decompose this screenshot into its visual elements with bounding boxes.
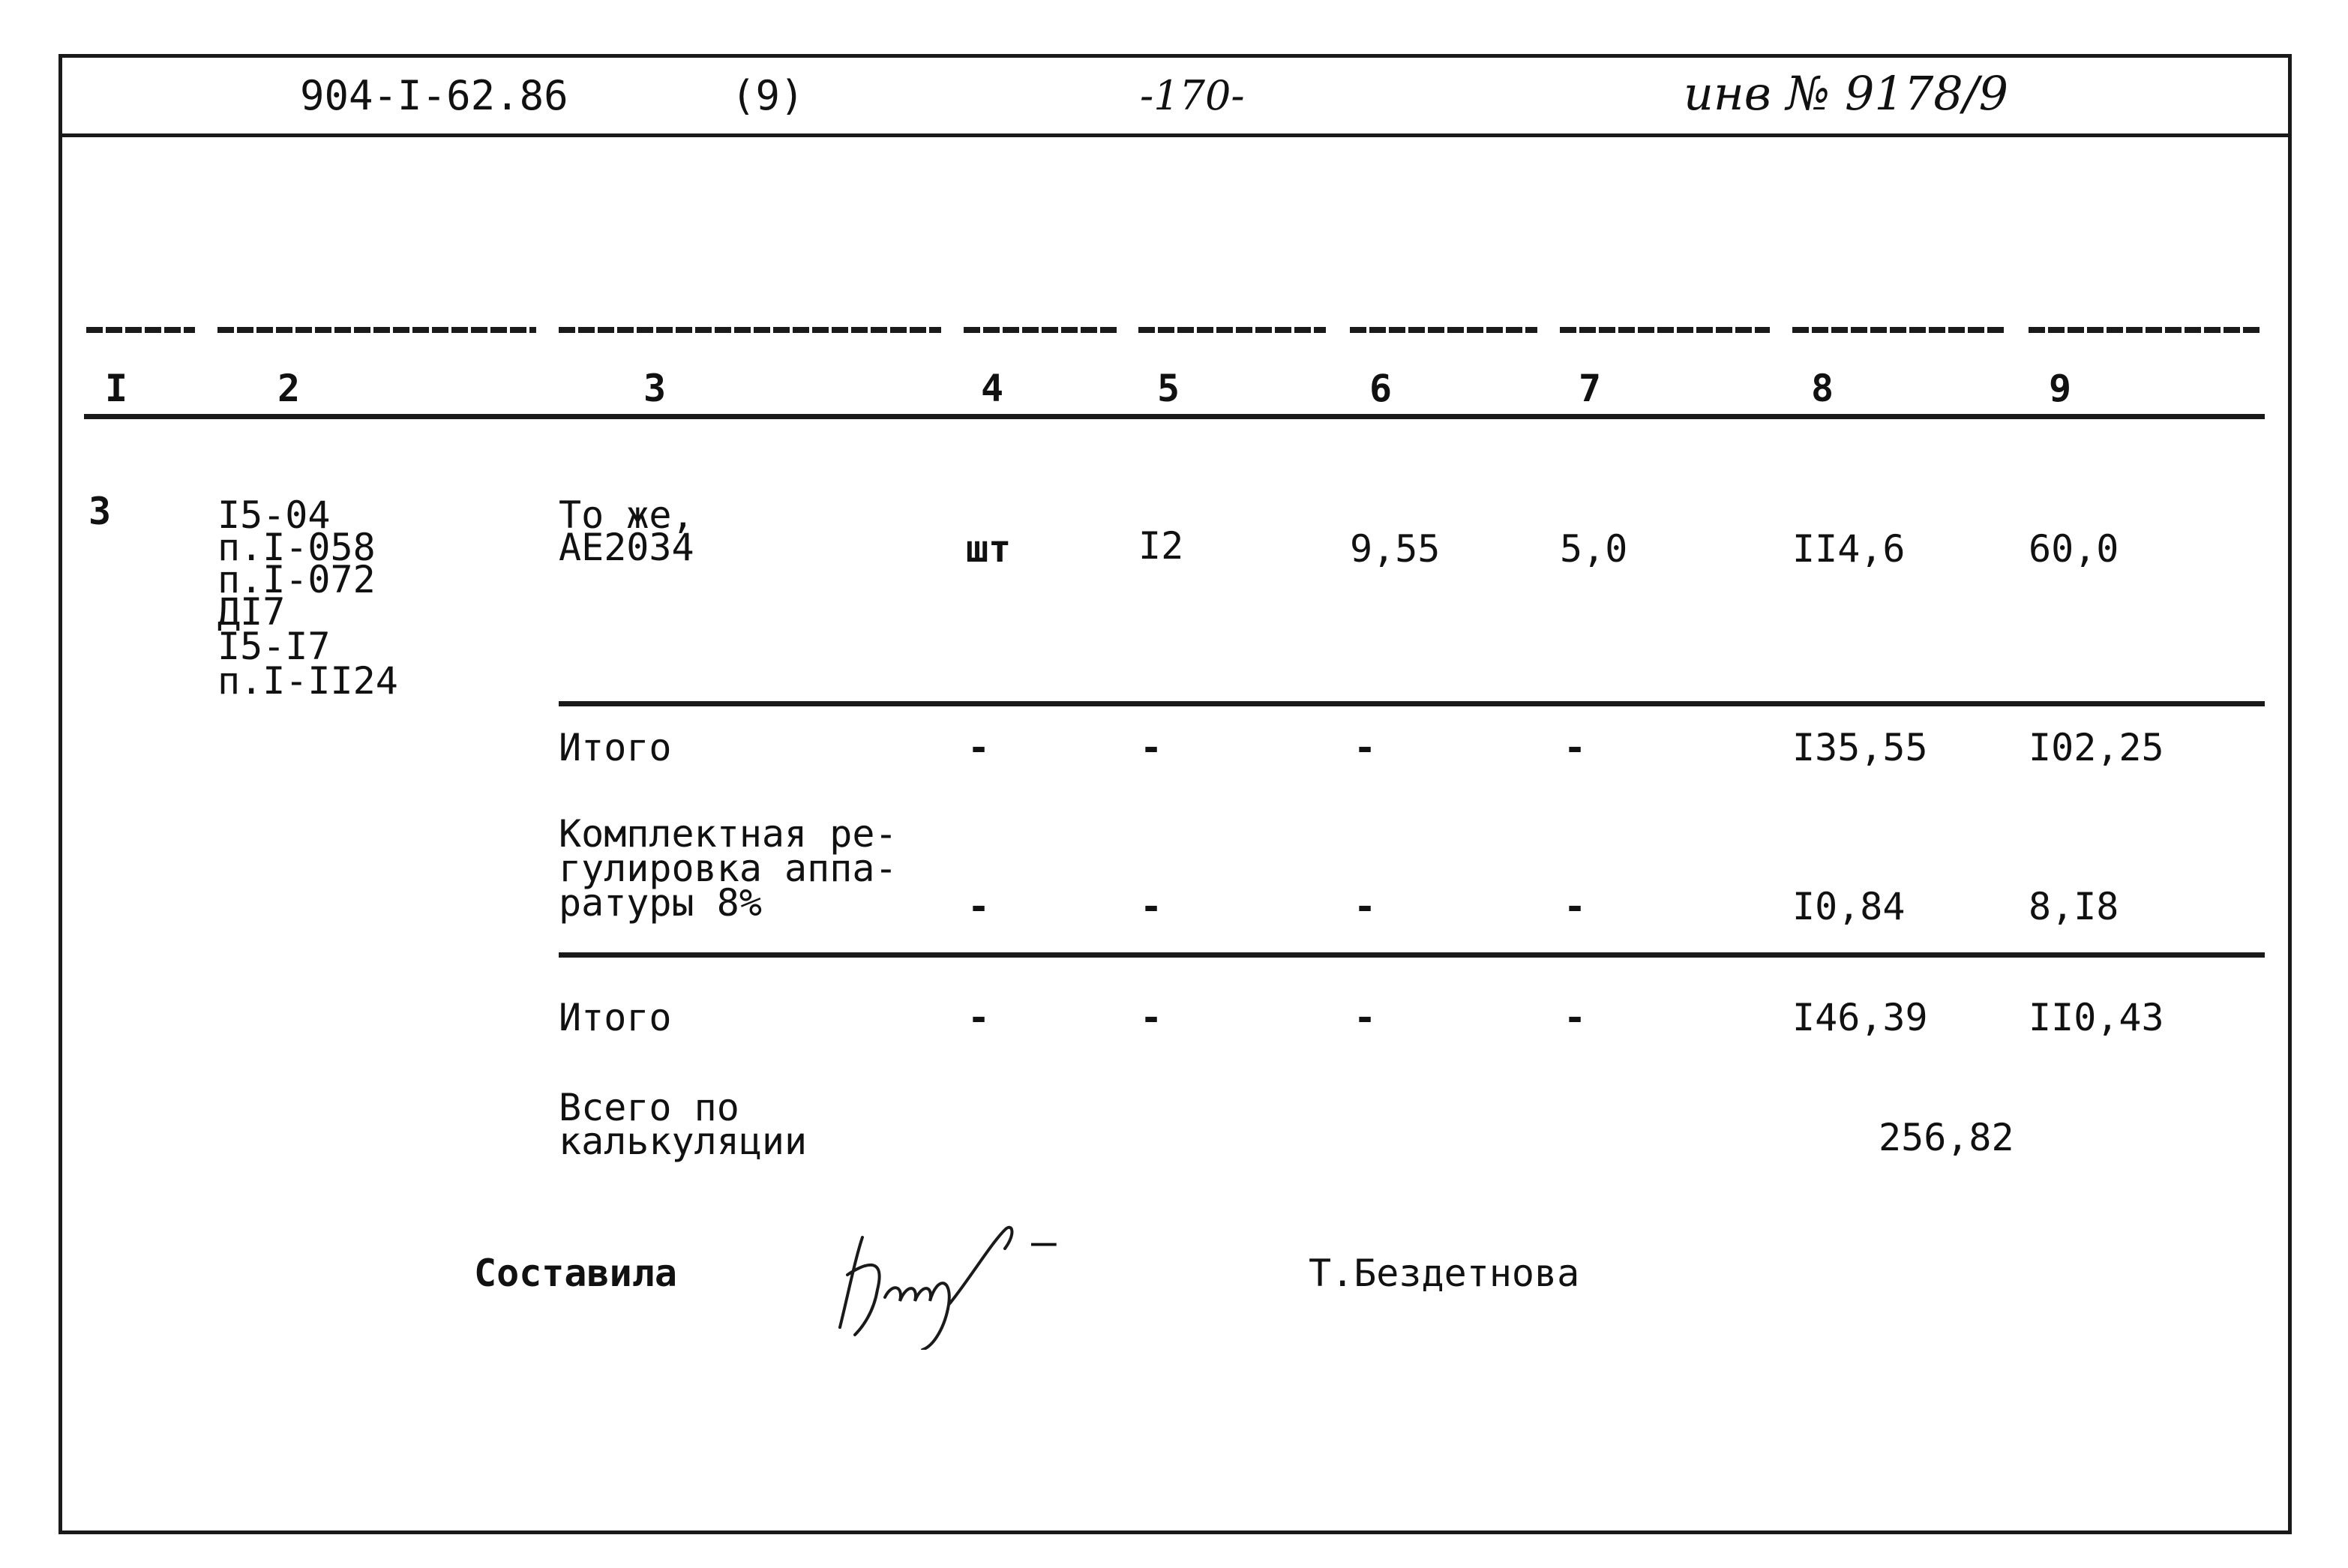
subtotal-rule-1: [559, 701, 2265, 706]
column-number-1: I: [105, 367, 128, 410]
quantity-value: I2: [1138, 524, 1184, 568]
inventory-number: инв № 9178/9: [1684, 66, 2009, 121]
dash-rule-col-7: [1560, 327, 1770, 333]
subtotal-2-label: Итого: [559, 996, 672, 1039]
item-name-line-1: То же,: [559, 493, 694, 537]
subtotal-1-c9: I02,25: [2029, 726, 2164, 769]
dash-rule-col-6: [1350, 327, 1537, 333]
dash-rule-col-1: [86, 327, 195, 333]
signature-dash: —: [1031, 1218, 1057, 1267]
column-number-7: 7: [1579, 367, 1602, 410]
adjustment-c6: -: [1354, 885, 1377, 928]
norm-code-1: I5-04: [217, 493, 331, 537]
subtotal-2-c4: -: [967, 996, 991, 1039]
column-number-3: 3: [643, 367, 667, 410]
column-7-value: 5,0: [1560, 527, 1628, 571]
page-frame: [58, 54, 2292, 1534]
column-9-value: 60,0: [2029, 527, 2119, 571]
column-number-5: 5: [1157, 367, 1180, 410]
dash-rule-col-9: [2029, 327, 2261, 333]
column-number-6: 6: [1369, 367, 1393, 410]
subtotal-1-c8: I35,55: [1792, 726, 1928, 769]
grand-total-label-line-1: Всего по: [559, 1086, 739, 1129]
subtotal-1-c4: -: [967, 726, 991, 769]
adjustment-label-line-2: гулировка аппа-: [559, 847, 898, 890]
dash-rule-col-3: [559, 327, 941, 333]
header-divider: [58, 133, 2292, 137]
norm-code-2: п.I-058: [217, 526, 376, 569]
subtotal-1-label: Итого: [559, 726, 672, 769]
subtotal-1-c6: -: [1354, 726, 1377, 769]
subtotal-1-c5: -: [1140, 726, 1163, 769]
dash-rule-col-5: [1138, 327, 1326, 333]
grand-total-label-line-2: калькуляции: [559, 1120, 808, 1163]
column-number-8: 8: [1811, 367, 1834, 410]
dash-rule-col-4: [964, 327, 1117, 333]
column-header-rule: [84, 414, 2265, 419]
adjustment-label-line-1: Комплектная ре-: [559, 812, 898, 856]
column-6-value: 9,55: [1350, 527, 1441, 571]
row-number: 3: [88, 490, 112, 533]
norm-code-5: I5-I7: [217, 625, 331, 668]
norm-code-3: п.I-072: [217, 558, 376, 601]
subtotal-2-c6: -: [1354, 996, 1377, 1039]
unit-value: шт: [966, 527, 1012, 571]
author-name: Т.Бездетнова: [1309, 1252, 1580, 1295]
norm-code-4: ДI7: [217, 590, 286, 634]
dash-rule-col-2: [217, 327, 536, 333]
adjustment-c9: 8,I8: [2029, 885, 2119, 928]
subtotal-2-c9: II0,43: [2029, 996, 2164, 1039]
subtotal-rule-2: [559, 952, 2265, 958]
norm-code-6: п.I-II24: [217, 659, 398, 703]
subtotal-2-c8: I46,39: [1792, 996, 1928, 1039]
column-8-value: II4,6: [1792, 527, 1906, 571]
page-number: -170-: [1140, 72, 1245, 119]
column-number-9: 9: [2049, 367, 2072, 410]
document-number: 904-I-62.86: [300, 72, 568, 119]
adjustment-c8: I0,84: [1792, 885, 1906, 928]
adjustment-c5: -: [1140, 885, 1163, 928]
adjustment-label-line-3: ратуры 8%: [559, 881, 762, 925]
dash-rule-col-8: [1792, 327, 2006, 333]
subtotal-2-c7: -: [1564, 996, 1587, 1039]
sheet-reference: (9): [731, 72, 805, 119]
item-name-line-2: АЕ2034: [559, 526, 694, 569]
compiled-by-label: Составила: [474, 1252, 677, 1295]
column-number-2: 2: [277, 367, 301, 410]
signature: [825, 1215, 1140, 1350]
subtotal-2-c5: -: [1140, 996, 1163, 1039]
grand-total-value: 256,82: [1879, 1116, 2014, 1159]
subtotal-1-c7: -: [1564, 726, 1587, 769]
adjustment-c4: -: [967, 885, 991, 928]
column-number-4: 4: [981, 367, 1004, 410]
adjustment-c7: -: [1564, 885, 1587, 928]
